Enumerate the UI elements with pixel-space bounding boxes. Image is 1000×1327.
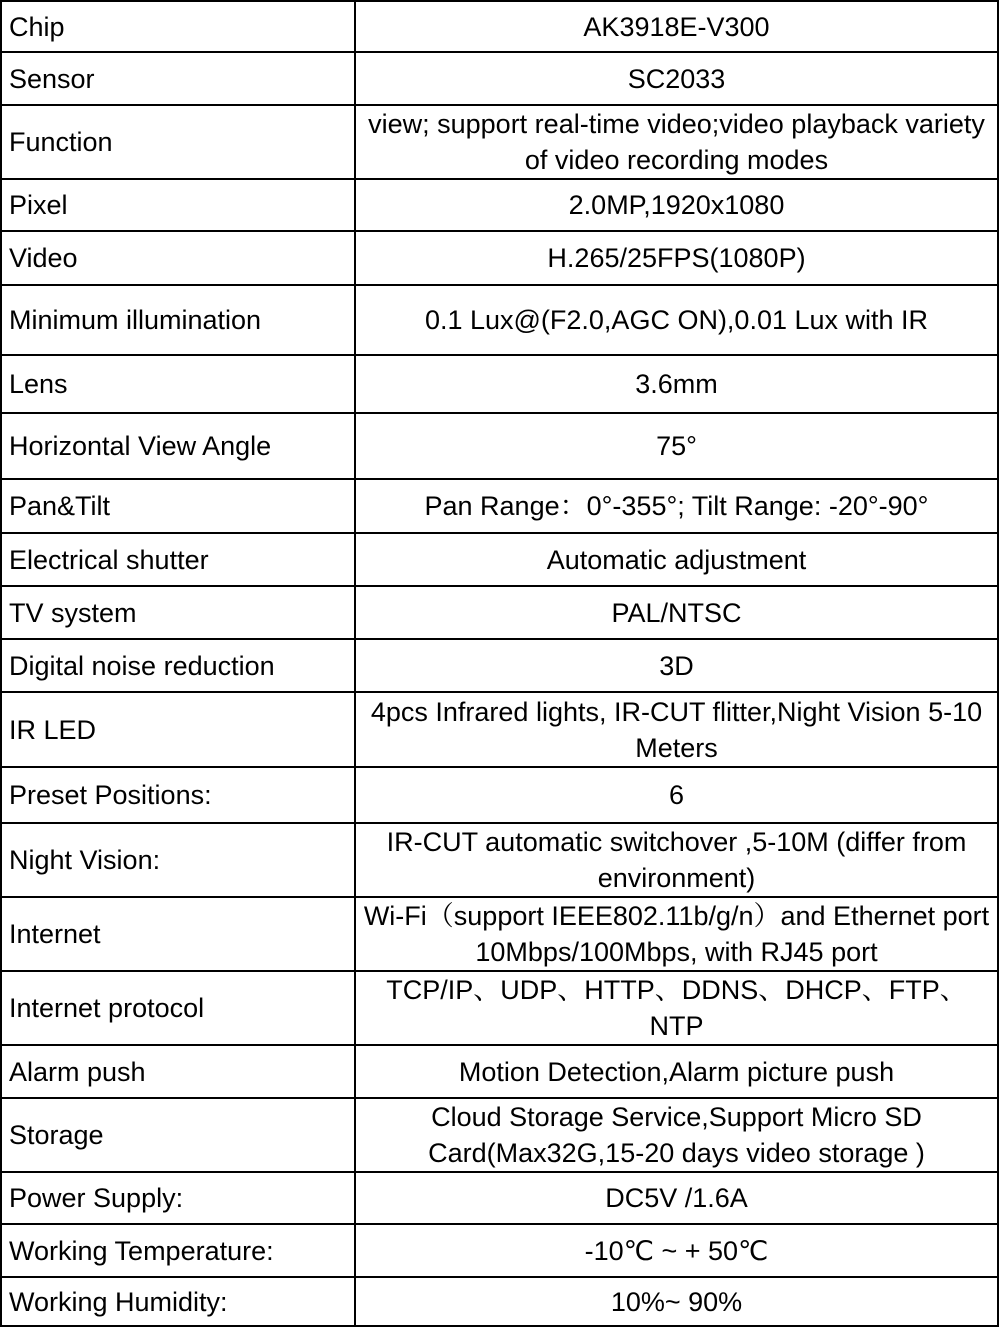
table-row — [1, 586, 998, 639]
spec-label: Internet — [1, 897, 355, 971]
spec-label: Pixel — [1, 179, 355, 231]
table-row — [1, 105, 998, 179]
spec-value: 4pcs Infrared lights, IR-CUT flitter,Night Vision 5-10 Meters — [355, 692, 998, 767]
spec-label: IR LED — [1, 692, 355, 767]
spec-label: Lens — [1, 355, 355, 413]
table-row — [1, 413, 998, 479]
table-row — [1, 1224, 998, 1277]
table-row — [1, 897, 998, 971]
spec-value: AK3918E-V300 — [355, 1, 998, 52]
spec-value: Pan Range：0°-355°; Tilt Range: -20°-90° — [355, 479, 998, 533]
table-row — [1, 479, 998, 533]
spec-label: Pan&Tilt — [1, 479, 355, 533]
spec-label: Power Supply: — [1, 1172, 355, 1224]
spec-value: PAL/NTSC — [355, 586, 998, 639]
table-row — [1, 639, 998, 692]
spec-label: TV system — [1, 586, 355, 639]
table-row — [1, 692, 998, 767]
spec-value: 0.1 Lux@(F2.0,AGC ON),0.01 Lux with IR — [355, 285, 998, 355]
table-row — [1, 1277, 998, 1326]
spec-value: TCP/IP、UDP、HTTP、DDNS、DHCP、FTP、NTP — [355, 971, 998, 1045]
spec-value: 75° — [355, 413, 998, 479]
spec-label: Horizontal View Angle — [1, 413, 355, 479]
spec-value: SC2033 — [355, 52, 998, 105]
spec-label: Video — [1, 231, 355, 285]
spec-value: Automatic adjustment — [355, 533, 998, 586]
table-row — [1, 355, 998, 413]
table-row — [1, 823, 998, 897]
spec-value: Cloud Storage Service,Support Micro SD Card(Max32G,15-20 days video storage ) — [355, 1098, 998, 1172]
table-row — [1, 285, 998, 355]
spec-label: Night Vision: — [1, 823, 355, 897]
spec-label: Sensor — [1, 52, 355, 105]
table-row — [1, 52, 998, 105]
spec-label: Preset Positions: — [1, 767, 355, 823]
table-row — [1, 1045, 998, 1098]
table-row — [1, 231, 998, 285]
spec-value: Wi-Fi（support IEEE802.11b/g/n）and Ethernet port 10Mbps/100Mbps, with RJ45 port — [355, 897, 998, 971]
spec-value: 3D — [355, 639, 998, 692]
spec-label: Alarm push — [1, 1045, 355, 1098]
spec-label: Digital noise reduction — [1, 639, 355, 692]
spec-value: 3.6mm — [355, 355, 998, 413]
spec-value: H.265/25FPS(1080P) — [355, 231, 998, 285]
spec-label: Storage — [1, 1098, 355, 1172]
spec-value: -10℃ ~ + 50℃ — [355, 1224, 998, 1277]
spec-label: Working Humidity: — [1, 1277, 355, 1326]
spec-value: Motion Detection,Alarm picture push — [355, 1045, 998, 1098]
spec-label: Internet protocol — [1, 971, 355, 1045]
spec-value: 10%~ 90% — [355, 1277, 998, 1326]
table-row — [1, 1172, 998, 1224]
spec-value: view; support real-time video;video playback variety of video recording modes — [355, 105, 998, 179]
table-row — [1, 767, 998, 823]
table-row — [1, 971, 998, 1045]
spec-value: DC5V /1.6A — [355, 1172, 998, 1224]
spec-label: Minimum illumination — [1, 285, 355, 355]
spec-value: IR-CUT automatic switchover ,5-10M (differ from environment) — [355, 823, 998, 897]
spec-label: Function — [1, 105, 355, 179]
spec-label: Chip — [1, 1, 355, 52]
table-row — [1, 1, 998, 52]
spec-value: 6 — [355, 767, 998, 823]
table-row — [1, 1098, 998, 1172]
spec-value: 2.0MP,1920x1080 — [355, 179, 998, 231]
table-row — [1, 179, 998, 231]
spec-label: Working Temperature: — [1, 1224, 355, 1277]
spec-label: Electrical shutter — [1, 533, 355, 586]
table-row — [1, 533, 998, 586]
